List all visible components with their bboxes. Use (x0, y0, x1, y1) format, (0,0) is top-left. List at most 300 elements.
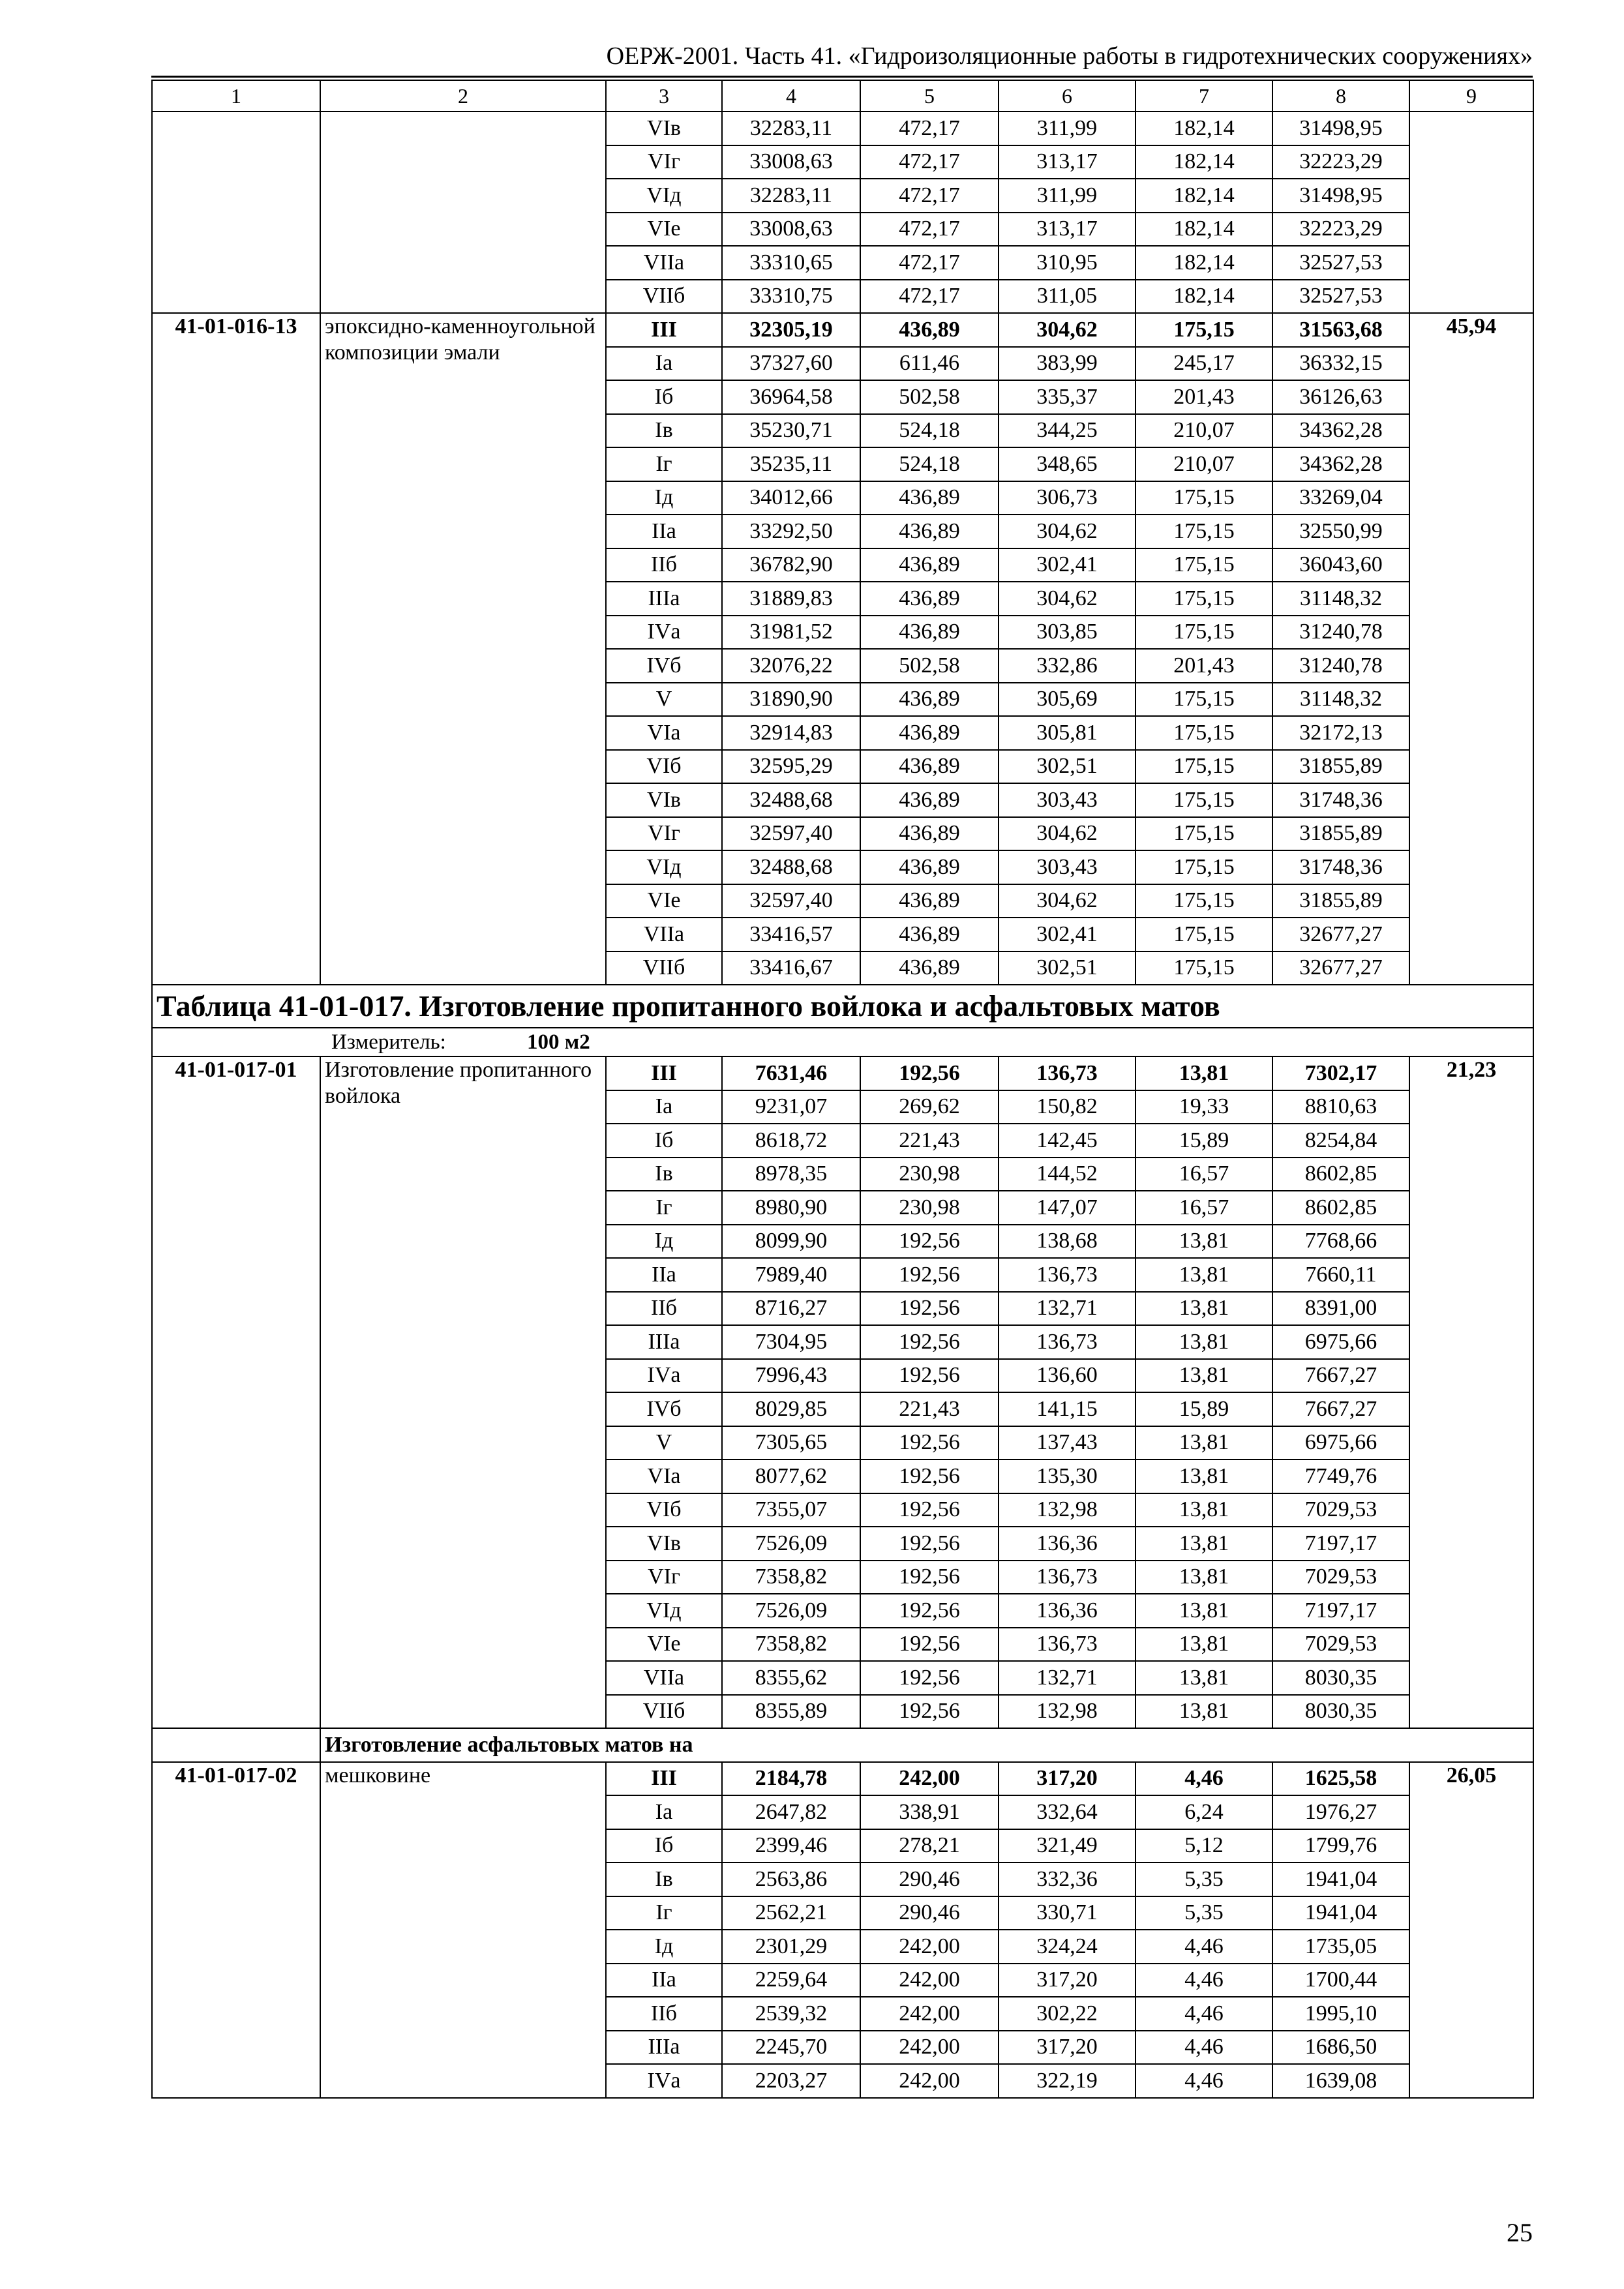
value-cell: 436,89 (860, 783, 999, 817)
item-code: 41-01-016-13 (152, 313, 320, 985)
value-cell: 436,89 (860, 313, 999, 347)
value-cell: 8602,85 (1272, 1191, 1409, 1225)
code-cell-empty (152, 1728, 320, 1762)
value-cell: 32283,11 (722, 112, 860, 145)
value-cell: 135,30 (999, 1459, 1135, 1493)
zone-cell: VIIб (606, 951, 722, 985)
value-cell: 290,46 (860, 1896, 999, 1930)
value-cell: 7304,95 (722, 1325, 860, 1359)
value-cell: 502,58 (860, 649, 999, 683)
value-cell: 192,56 (860, 1359, 999, 1393)
value-cell: 338,91 (860, 1795, 999, 1829)
column-number: 3 (606, 80, 722, 112)
value-cell: 5,12 (1135, 1829, 1272, 1863)
zone-cell: IIIа (606, 2031, 722, 2065)
value-cell: 7749,76 (1272, 1459, 1409, 1493)
value-cell: 8602,85 (1272, 1158, 1409, 1191)
value-cell: 175,15 (1135, 481, 1272, 515)
value-cell: 7989,40 (722, 1258, 860, 1292)
value-cell: 192,56 (860, 1426, 999, 1460)
item-code: 41-01-017-01 (152, 1056, 320, 1728)
value-cell: 1700,44 (1272, 1964, 1409, 1997)
measure-label: Измеритель: (331, 1030, 446, 1054)
value-cell: 13,81 (1135, 1325, 1272, 1359)
value-cell: 305,81 (999, 716, 1135, 750)
value-cell: 150,82 (999, 1090, 1135, 1124)
value-cell: 192,56 (860, 1225, 999, 1259)
value-cell: 13,81 (1135, 1561, 1272, 1594)
value-cell: 4,46 (1135, 1964, 1272, 1997)
value-cell: 175,15 (1135, 548, 1272, 582)
value-cell: 132,98 (999, 1493, 1135, 1527)
value-cell: 6,24 (1135, 1795, 1272, 1829)
column-number: 8 (1272, 80, 1409, 112)
subheading: Изготовление асфальтовых матов на (320, 1728, 1533, 1762)
value-cell: 31748,36 (1272, 850, 1409, 884)
value-cell: 7197,17 (1272, 1594, 1409, 1628)
value-cell: 242,00 (860, 2031, 999, 2065)
zone-cell: VIIб (606, 1695, 722, 1729)
value-cell: 132,71 (999, 1292, 1135, 1326)
value-cell: 472,17 (860, 179, 999, 213)
value-cell: 138,68 (999, 1225, 1135, 1259)
value-cell: 192,56 (860, 1594, 999, 1628)
measure-cell (152, 1028, 1533, 1056)
item-description: мешковине (320, 1762, 606, 2098)
value-cell: 305,69 (999, 683, 1135, 717)
value-cell: 2563,86 (722, 1863, 860, 1896)
value-cell: 1976,27 (1272, 1795, 1409, 1829)
value-cell: 304,62 (999, 313, 1135, 347)
value-cell: 230,98 (860, 1191, 999, 1225)
value-cell: 332,64 (999, 1795, 1135, 1829)
value-cell: 13,81 (1135, 1661, 1272, 1695)
value-cell: 175,15 (1135, 951, 1272, 985)
value-cell: 472,17 (860, 280, 999, 314)
value-cell: 6975,66 (1272, 1325, 1409, 1359)
column-number: 5 (860, 80, 999, 112)
value-cell: 33310,65 (722, 246, 860, 280)
zone-cell: VIа (606, 1459, 722, 1493)
value-cell: 242,00 (860, 1762, 999, 1796)
value-cell: 310,95 (999, 246, 1135, 280)
value-cell: 33416,67 (722, 951, 860, 985)
value-cell: 4,46 (1135, 1997, 1272, 2031)
value-cell: 2259,64 (722, 1964, 860, 1997)
value-cell: 313,17 (999, 145, 1135, 179)
value-cell: 13,81 (1135, 1056, 1272, 1090)
value-cell: 5,35 (1135, 1863, 1272, 1896)
value-cell: 242,00 (860, 1964, 999, 1997)
value-cell: 175,15 (1135, 850, 1272, 884)
value-cell: 137,43 (999, 1426, 1135, 1460)
zone-cell: III (606, 1762, 722, 1796)
value-cell: 322,19 (999, 2064, 1135, 2098)
value-cell: 31855,89 (1272, 884, 1409, 918)
zone-cell: VIе (606, 884, 722, 918)
value-cell: 32677,27 (1272, 951, 1409, 985)
table-row (152, 112, 1533, 145)
value-cell: 31889,83 (722, 582, 860, 616)
zone-cell: IIб (606, 1997, 722, 2031)
value-cell: 1941,04 (1272, 1896, 1409, 1930)
value-cell: 303,43 (999, 783, 1135, 817)
value-cell: 7358,82 (722, 1628, 860, 1662)
value-cell: 7660,11 (1272, 1258, 1409, 1292)
value-cell: 13,81 (1135, 1527, 1272, 1561)
value-cell: 302,51 (999, 951, 1135, 985)
value-cell: 32283,11 (722, 179, 860, 213)
value-cell: 192,56 (860, 1325, 999, 1359)
zone-cell: Iа (606, 1090, 722, 1124)
value-cell: 436,89 (860, 850, 999, 884)
zone-cell: Iа (606, 1795, 722, 1829)
value-cell: 13,81 (1135, 1258, 1272, 1292)
zone-cell: IIIа (606, 582, 722, 616)
zone-cell: Iд (606, 481, 722, 515)
value-cell: 8077,62 (722, 1459, 860, 1493)
value-cell: 15,89 (1135, 1392, 1272, 1426)
value-cell: 13,81 (1135, 1292, 1272, 1326)
value-cell: 136,73 (999, 1056, 1135, 1090)
item-code: 41-01-017-02 (152, 1762, 320, 2098)
value-cell: 192,56 (860, 1459, 999, 1493)
value-cell: 278,21 (860, 1829, 999, 1863)
zone-cell: IIб (606, 548, 722, 582)
value-cell: 472,17 (860, 112, 999, 145)
value-cell: 472,17 (860, 213, 999, 247)
zone-cell: VIд (606, 1594, 722, 1628)
value-cell: 8099,90 (722, 1225, 860, 1259)
value-cell: 33310,75 (722, 280, 860, 314)
zone-cell: IIIа (606, 1325, 722, 1359)
value-cell: 221,43 (860, 1124, 999, 1158)
value-cell: 175,15 (1135, 313, 1272, 347)
value-cell: 7996,43 (722, 1359, 860, 1393)
value-cell: 8030,35 (1272, 1661, 1409, 1695)
value-cell: 35235,11 (722, 447, 860, 481)
zone-cell: VIг (606, 1561, 722, 1594)
table-row (152, 313, 1533, 347)
zone-cell: VIв (606, 783, 722, 817)
zone-cell: Iв (606, 414, 722, 448)
value-cell: 182,14 (1135, 246, 1272, 280)
value-cell: 13,81 (1135, 1426, 1272, 1460)
value-cell: 313,17 (999, 213, 1135, 247)
value-cell: 192,56 (860, 1292, 999, 1326)
value-cell: 31240,78 (1272, 616, 1409, 650)
value-cell: 13,81 (1135, 1225, 1272, 1259)
value-cell: 321,49 (999, 1829, 1135, 1863)
value-cell: 33008,63 (722, 213, 860, 247)
value-cell: 436,89 (860, 817, 999, 851)
value-cell: 436,89 (860, 481, 999, 515)
value-cell: 302,41 (999, 918, 1135, 951)
value-cell: 302,41 (999, 548, 1135, 582)
value-cell: 175,15 (1135, 515, 1272, 548)
value-cell: 32597,40 (722, 817, 860, 851)
page-number: 25 (1507, 2218, 1533, 2247)
value-cell: 31981,52 (722, 616, 860, 650)
value-cell: 302,51 (999, 750, 1135, 784)
value-cell: 32527,53 (1272, 280, 1409, 314)
value-cell: 436,89 (860, 884, 999, 918)
value-cell: 2562,21 (722, 1896, 860, 1930)
zone-cell: Iг (606, 1191, 722, 1225)
value-cell: 13,81 (1135, 1493, 1272, 1527)
value-cell: 242,00 (860, 1997, 999, 2031)
value-cell: 436,89 (860, 548, 999, 582)
value-cell: 611,46 (860, 347, 999, 381)
item-description: эпоксидно-каменноугольной композиции эмали (320, 313, 606, 985)
value-cell: 192,56 (860, 1628, 999, 1662)
value-cell: 8355,89 (722, 1695, 860, 1729)
value-cell: 245,17 (1135, 347, 1272, 381)
item-rate: 45,94 (1409, 313, 1533, 985)
item-rate: 26,05 (1409, 1762, 1533, 2098)
zone-cell: IIа (606, 1258, 722, 1292)
value-cell: 32914,83 (722, 716, 860, 750)
zone-cell: VIе (606, 213, 722, 247)
column-number: 6 (999, 80, 1135, 112)
price-table (151, 80, 1534, 2099)
value-cell: 175,15 (1135, 750, 1272, 784)
value-cell: 7768,66 (1272, 1225, 1409, 1259)
value-cell: 4,46 (1135, 2064, 1272, 2098)
value-cell: 36332,15 (1272, 347, 1409, 381)
value-cell: 19,33 (1135, 1090, 1272, 1124)
value-cell: 192,56 (860, 1527, 999, 1561)
value-cell: 32595,29 (722, 750, 860, 784)
value-cell: 182,14 (1135, 213, 1272, 247)
value-cell: 8716,27 (722, 1292, 860, 1326)
value-cell: 436,89 (860, 683, 999, 717)
value-cell: 8030,35 (1272, 1695, 1409, 1729)
value-cell: 436,89 (860, 515, 999, 548)
value-cell: 290,46 (860, 1863, 999, 1896)
value-cell: 4,46 (1135, 1762, 1272, 1796)
value-cell: 436,89 (860, 582, 999, 616)
zone-cell: IIа (606, 1964, 722, 1997)
column-number: 4 (722, 80, 860, 112)
header-rule (151, 76, 1533, 78)
zone-cell: IIб (606, 1292, 722, 1326)
zone-cell: Iа (606, 347, 722, 381)
zone-cell: VIIа (606, 1661, 722, 1695)
value-cell: 175,15 (1135, 582, 1272, 616)
value-cell: 34362,28 (1272, 414, 1409, 448)
value-cell: 33269,04 (1272, 481, 1409, 515)
value-cell: 1639,08 (1272, 2064, 1409, 2098)
value-cell: 7197,17 (1272, 1527, 1409, 1561)
value-cell: 4,46 (1135, 1930, 1272, 1964)
zone-cell: IVа (606, 1359, 722, 1393)
zone-cell: Iб (606, 1829, 722, 1863)
value-cell: 33292,50 (722, 515, 860, 548)
zone-cell: VIв (606, 1527, 722, 1561)
value-cell: 311,99 (999, 179, 1135, 213)
value-cell: 32550,99 (1272, 515, 1409, 548)
zone-cell: Iб (606, 1124, 722, 1158)
zone-cell: VIв (606, 112, 722, 145)
value-cell: 34012,66 (722, 481, 860, 515)
value-cell: 31240,78 (1272, 649, 1409, 683)
value-cell: 175,15 (1135, 616, 1272, 650)
value-cell: 36043,60 (1272, 548, 1409, 582)
page-header: ОЕРЖ-2001. Часть 41. «Гидроизоляционные работы в гидротехнических сооружениях» (606, 42, 1533, 70)
description-cell-empty (320, 112, 606, 313)
zone-cell: Iг (606, 447, 722, 481)
value-cell: 31855,89 (1272, 817, 1409, 851)
value-cell: 324,24 (999, 1930, 1135, 1964)
value-cell: 8810,63 (1272, 1090, 1409, 1124)
value-cell: 7305,65 (722, 1426, 860, 1460)
value-cell: 221,43 (860, 1392, 999, 1426)
item-description: Изготовление пропитанного войлока (320, 1056, 606, 1728)
value-cell: 2647,82 (722, 1795, 860, 1829)
value-cell: 7667,27 (1272, 1392, 1409, 1426)
value-cell: 192,56 (860, 1661, 999, 1695)
value-cell: 175,15 (1135, 817, 1272, 851)
value-cell: 13,81 (1135, 1459, 1272, 1493)
value-cell: 147,07 (999, 1191, 1135, 1225)
value-cell: 4,46 (1135, 2031, 1272, 2065)
value-cell: 31563,68 (1272, 313, 1409, 347)
value-cell: 436,89 (860, 616, 999, 650)
value-cell: 13,81 (1135, 1359, 1272, 1393)
value-cell: 306,73 (999, 481, 1135, 515)
rate-cell-empty (1409, 112, 1533, 313)
value-cell: 182,14 (1135, 179, 1272, 213)
value-cell: 201,43 (1135, 649, 1272, 683)
value-cell: 1799,76 (1272, 1829, 1409, 1863)
value-cell: 1941,04 (1272, 1863, 1409, 1896)
value-cell: 335,37 (999, 380, 1135, 414)
value-cell: 175,15 (1135, 884, 1272, 918)
value-cell: 192,56 (860, 1056, 999, 1090)
value-cell: 344,25 (999, 414, 1135, 448)
value-cell: 175,15 (1135, 683, 1272, 717)
table-row (152, 1762, 1533, 1796)
subheading-row (152, 1728, 1533, 1762)
value-cell: 2539,32 (722, 1997, 860, 2031)
value-cell: 304,62 (999, 515, 1135, 548)
zone-cell: IVб (606, 1392, 722, 1426)
value-cell: 383,99 (999, 347, 1135, 381)
value-cell: 136,73 (999, 1561, 1135, 1594)
value-cell: 502,58 (860, 380, 999, 414)
value-cell: 436,89 (860, 951, 999, 985)
zone-cell: Iб (606, 380, 722, 414)
value-cell: 348,65 (999, 447, 1135, 481)
value-cell: 31498,95 (1272, 112, 1409, 145)
value-cell: 136,73 (999, 1628, 1135, 1662)
value-cell: 13,81 (1135, 1594, 1272, 1628)
table-row (152, 1056, 1533, 1090)
value-cell: 303,85 (999, 616, 1135, 650)
value-cell: 330,71 (999, 1896, 1135, 1930)
column-number: 9 (1409, 80, 1533, 112)
value-cell: 1625,58 (1272, 1762, 1409, 1796)
value-cell: 311,99 (999, 112, 1135, 145)
value-cell: 182,14 (1135, 145, 1272, 179)
zone-cell: III (606, 313, 722, 347)
value-cell: 303,43 (999, 850, 1135, 884)
value-cell: 31890,90 (722, 683, 860, 717)
value-cell: 132,71 (999, 1661, 1135, 1695)
value-cell: 175,15 (1135, 783, 1272, 817)
value-cell: 2399,46 (722, 1829, 860, 1863)
zone-cell: VIб (606, 1493, 722, 1527)
zone-cell: VIб (606, 750, 722, 784)
zone-cell: Iд (606, 1930, 722, 1964)
value-cell: 192,56 (860, 1695, 999, 1729)
zone-cell: VIIа (606, 918, 722, 951)
value-cell: 182,14 (1135, 112, 1272, 145)
value-cell: 242,00 (860, 2064, 999, 2098)
value-cell: 472,17 (860, 145, 999, 179)
value-cell: 16,57 (1135, 1191, 1272, 1225)
value-cell: 32223,29 (1272, 213, 1409, 247)
measure-row (152, 1028, 1533, 1056)
value-cell: 36964,58 (722, 380, 860, 414)
value-cell: 6975,66 (1272, 1426, 1409, 1460)
value-cell: 302,22 (999, 1997, 1135, 2031)
value-cell: 311,05 (999, 280, 1135, 314)
table-title: Таблица 41-01-017. Изготовление пропитанного войлока и асфальтовых матов (152, 985, 1533, 1028)
zone-cell: IVа (606, 616, 722, 650)
value-cell: 472,17 (860, 246, 999, 280)
value-cell: 31748,36 (1272, 783, 1409, 817)
value-cell: 2184,78 (722, 1762, 860, 1796)
item-rate: 21,23 (1409, 1056, 1533, 1728)
value-cell: 15,89 (1135, 1124, 1272, 1158)
value-cell: 32076,22 (722, 649, 860, 683)
value-cell: 5,35 (1135, 1896, 1272, 1930)
value-cell: 317,20 (999, 1762, 1135, 1796)
value-cell: 317,20 (999, 1964, 1135, 1997)
value-cell: 36782,90 (722, 548, 860, 582)
zone-cell: VIа (606, 716, 722, 750)
zone-cell: IVб (606, 649, 722, 683)
value-cell: 1995,10 (1272, 1997, 1409, 2031)
value-cell: 332,86 (999, 649, 1135, 683)
column-number: 2 (320, 80, 606, 112)
value-cell: 7029,53 (1272, 1561, 1409, 1594)
value-cell: 144,52 (999, 1158, 1135, 1191)
value-cell: 7631,46 (722, 1056, 860, 1090)
zone-cell: VIд (606, 179, 722, 213)
value-cell: 524,18 (860, 414, 999, 448)
value-cell: 8618,72 (722, 1124, 860, 1158)
value-cell: 7526,09 (722, 1594, 860, 1628)
value-cell: 7358,82 (722, 1561, 860, 1594)
value-cell: 192,56 (860, 1493, 999, 1527)
zone-cell: V (606, 1426, 722, 1460)
value-cell: 32527,53 (1272, 246, 1409, 280)
value-cell: 13,81 (1135, 1628, 1272, 1662)
value-cell: 1735,05 (1272, 1930, 1409, 1964)
zone-cell: VIг (606, 145, 722, 179)
value-cell: 35230,71 (722, 414, 860, 448)
value-cell: 32488,68 (722, 850, 860, 884)
value-cell: 32677,27 (1272, 918, 1409, 951)
column-number: 7 (1135, 80, 1272, 112)
zone-cell: VIд (606, 850, 722, 884)
zone-cell: Iд (606, 1225, 722, 1259)
value-cell: 9231,07 (722, 1090, 860, 1124)
value-cell: 304,62 (999, 884, 1135, 918)
